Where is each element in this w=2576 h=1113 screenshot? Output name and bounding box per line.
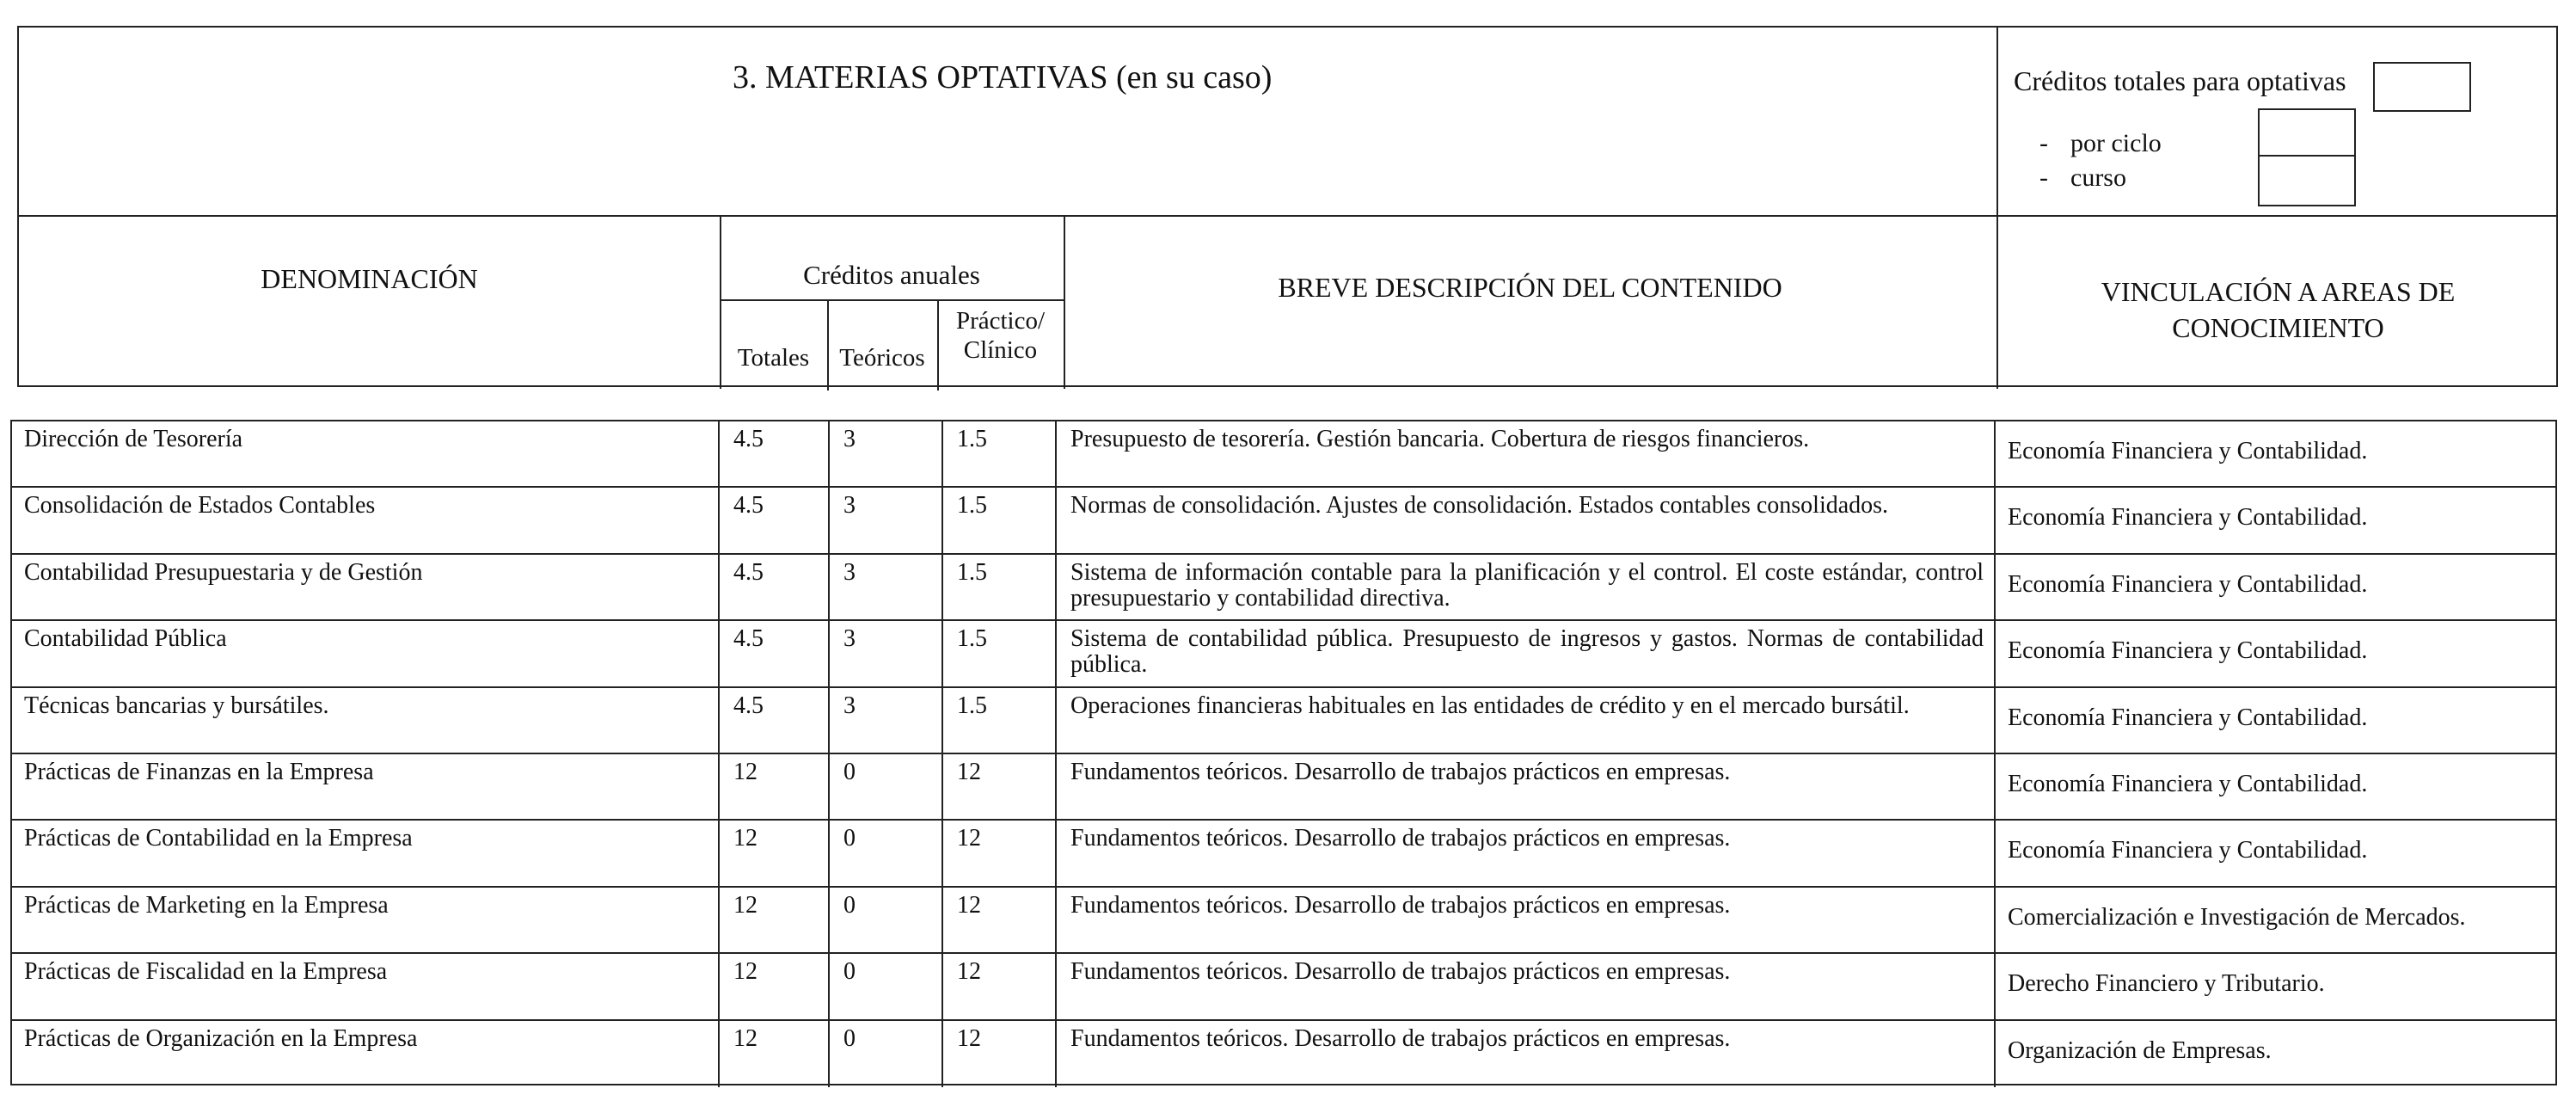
table-row: [12, 888, 2555, 954]
vinculacion-cell: Economía Financiera y Contabilidad.: [2008, 438, 2368, 464]
teoricos-cell: 3: [830, 488, 943, 552]
teoricos-cell: 0: [830, 888, 943, 952]
teoricos-cell: 0: [830, 1021, 943, 1087]
subheader-practico: Práctico/ Clínico: [955, 307, 1046, 364]
teoricos-cell: 3: [830, 555, 943, 619]
descripcion-cell: Fundamentos teóricos. Desarrollo de trabajos prácticos en empresas.: [1057, 754, 1996, 819]
practico-cell: 1.5: [943, 555, 1057, 619]
practico-cell: 12: [943, 888, 1057, 952]
denominacion-cell: Contabilidad Pública: [12, 621, 720, 686]
practico-cell: 12: [943, 954, 1057, 1018]
descripcion-cell: Fundamentos teóricos. Desarrollo de trabajos prácticos en empresas.: [1057, 1021, 1996, 1087]
descripcion-cell: Sistema de contabilidad pública. Presupuesto de ingresos y gastos. Normas de contabilidad pública.: [1057, 621, 1996, 686]
descripcion-cell: Normas de consolidación. Ajustes de consolidación. Estados contables consolidados.: [1057, 488, 1996, 552]
cycle-course-credits-field: [2258, 108, 2356, 206]
creditos-subheaders: [720, 299, 1064, 390]
teoricos-cell: 3: [830, 621, 943, 686]
vinculacion-cell: Organización de Empresas.: [2008, 1036, 2272, 1064]
column-header-denominacion: [19, 215, 721, 389]
dash-bullet: -: [2039, 129, 2048, 157]
totales-cell: 4.5: [720, 555, 830, 619]
header-table: [17, 26, 2558, 387]
denominacion-cell: Dirección de Tesorería: [12, 421, 720, 486]
vinculacion-cell: Derecho Financiero y Tributario.: [2008, 970, 2325, 998]
totales-cell: 4.5: [720, 621, 830, 686]
table-row: [12, 754, 2555, 821]
subheader-totales: Totales: [720, 301, 829, 390]
vinculacion-cell: Economía Financiera y Contabilidad.: [2008, 637, 2368, 665]
practico-cell: 1.5: [943, 688, 1057, 753]
practico-cell: 12: [943, 754, 1057, 819]
descripcion-cell: Fundamentos teóricos. Desarrollo de trabajos prácticos en empresas.: [1057, 888, 1996, 952]
dash-bullet: -: [2039, 163, 2048, 192]
table-row: [12, 954, 2555, 1020]
vinculacion-cell: Economía Financiera y Contabilidad.: [2008, 570, 2368, 598]
table-row: [12, 488, 2555, 554]
denominacion-label: DENOMINACIÓN: [261, 263, 478, 294]
vinculacion-cell: Economía Financiera y Contabilidad.: [2008, 704, 2368, 731]
descripcion-cell: Fundamentos teóricos. Desarrollo de trabajos prácticos en empresas.: [1057, 954, 1996, 1018]
totales-cell: 4.5: [720, 488, 830, 552]
teoricos-cell: 0: [830, 754, 943, 819]
practico-cell: 1.5: [943, 621, 1057, 686]
denominacion-cell: Prácticas de Marketing en la Empresa: [12, 888, 720, 952]
curso-label: curso: [2070, 163, 2126, 192]
creditos-label: Créditos anuales: [803, 260, 980, 290]
descripcion-cell: Fundamentos teóricos. Desarrollo de trabajos prácticos en empresas.: [1057, 821, 1996, 885]
denominacion-cell: Prácticas de Organización en la Empresa: [12, 1021, 720, 1087]
vinculacion-cell: Economía Financiera y Contabilidad.: [2008, 837, 2368, 864]
subheader-teoricos: Teóricos: [827, 301, 939, 390]
subjects-table: [10, 420, 2557, 1085]
denominacion-cell: Contabilidad Presupuestaria y de Gestión: [12, 555, 720, 619]
table-row: [12, 421, 2555, 488]
totales-cell: 4.5: [720, 421, 830, 486]
por-ciclo-label: por ciclo: [2070, 129, 2162, 157]
teoricos-cell: 3: [830, 421, 943, 486]
total-credits-field: [2373, 62, 2471, 112]
descripcion-cell: Operaciones financieras habituales en las entidades de crédito y en el mercado bursátil.: [1057, 688, 1996, 753]
column-header-descripcion: [1064, 215, 1996, 389]
totales-cell: 4.5: [720, 688, 830, 753]
table-row: [12, 1021, 2555, 1087]
denominacion-cell: Prácticas de Contabilidad en la Empresa: [12, 821, 720, 885]
column-header-creditos: [720, 215, 1065, 389]
descripcion-label: BREVE DESCRIPCIÓN DEL CONTENIDO: [1278, 272, 1782, 303]
practico-cell: 1.5: [943, 488, 1057, 552]
descripcion-cell: Presupuesto de tesorería. Gestión bancaria. Cobertura de riesgos financieros.: [1057, 421, 1996, 486]
table-row: [12, 621, 2555, 687]
practico-cell: 12: [943, 821, 1057, 885]
vinculacion-cell: Comercialización e Investigación de Mercados.: [2008, 903, 2466, 931]
denominacion-cell: Técnicas bancarias y bursátiles.: [12, 688, 720, 753]
vinculacion-cell: Economía Financiera y Contabilidad.: [2008, 771, 2368, 797]
practico-cell: 1.5: [943, 421, 1057, 486]
table-row: [12, 821, 2555, 887]
totales-cell: 12: [720, 754, 830, 819]
teoricos-cell: 3: [830, 688, 943, 753]
denominacion-cell: Consolidación de Estados Contables: [12, 488, 720, 552]
practico-cell: 12: [943, 1021, 1057, 1087]
table-row: [12, 688, 2555, 754]
totales-cell: 12: [720, 821, 830, 885]
table-row: [12, 555, 2555, 621]
section-title: 3. MATERIAS OPTATIVAS (en su caso): [733, 59, 1273, 95]
credits-title: Créditos totales para optativas: [2014, 65, 2346, 96]
denominacion-cell: Prácticas de Fiscalidad en la Empresa: [12, 954, 720, 1018]
totales-cell: 12: [720, 888, 830, 952]
teoricos-cell: 0: [830, 821, 943, 885]
teoricos-cell: 0: [830, 954, 943, 1018]
denominacion-cell: Prácticas de Finanzas en la Empresa: [12, 754, 720, 819]
vinculacion-cell: Economía Financiera y Contabilidad.: [2008, 504, 2368, 532]
totales-cell: 12: [720, 954, 830, 1018]
column-header-vinculacion: VINCULACIÓN A AREAS DE CONOCIMIENTO: [2101, 276, 2456, 343]
totales-cell: 12: [720, 1021, 830, 1087]
descripcion-cell: Sistema de información contable para la planificación y el control. El coste estándar, control presupuestario y contabilidad directiva.: [1057, 555, 1996, 619]
